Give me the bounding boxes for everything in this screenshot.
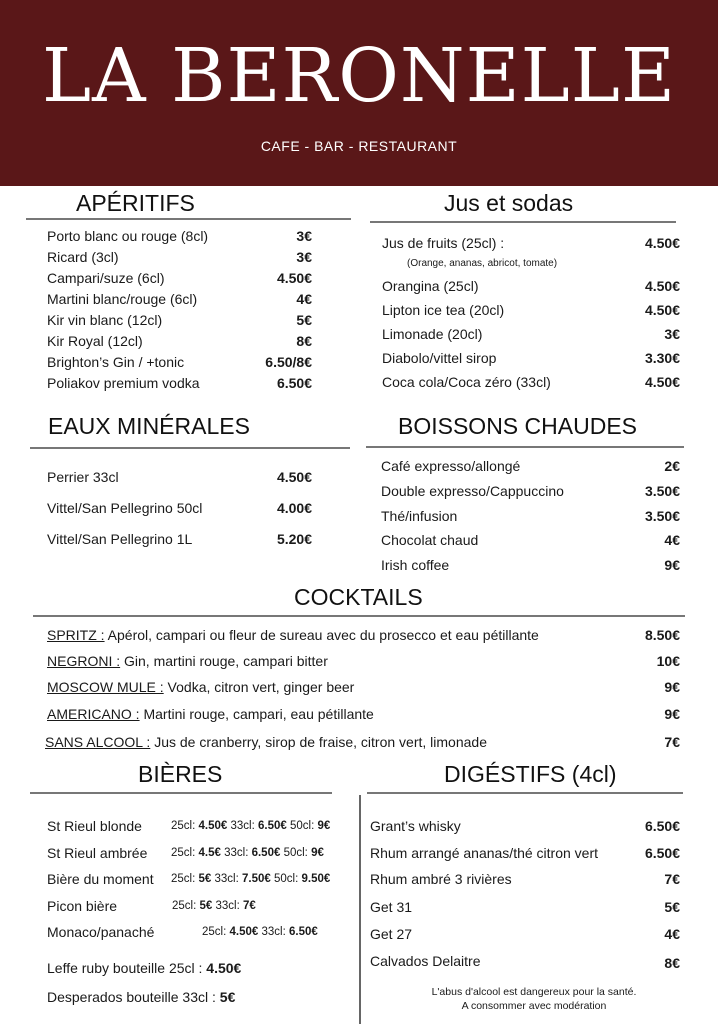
- chaude-item-price: 3.50€: [644, 508, 680, 524]
- aperitif-item-name: Kir Royal (12cl): [47, 333, 143, 349]
- jus-item-name: Coca cola/Coca zéro (33cl): [382, 374, 551, 390]
- aperitif-item-price: 3€: [296, 228, 312, 244]
- chaude-item-price: 4€: [664, 532, 680, 548]
- biere-sizes: 25cl: 5€ 33cl: 7€: [172, 900, 256, 912]
- aperitif-item-price: 6.50/8€: [265, 354, 312, 370]
- biere-item-name: St Rieul ambrée: [47, 845, 148, 861]
- biere-item-name: St Rieul blonde: [47, 818, 142, 834]
- aperitifs-divider: [26, 218, 351, 220]
- biere-item-name: Monaco/panaché: [47, 924, 155, 940]
- jus-item-name: Orangina (25cl): [382, 278, 479, 294]
- bieres-divider: [30, 792, 332, 794]
- chaudes-divider: [366, 446, 684, 448]
- cocktail-price: 10€: [656, 653, 680, 669]
- aperitif-item-price: 6.50€: [276, 375, 312, 391]
- column-divider: [359, 795, 361, 1024]
- digestifs-divider: [367, 792, 683, 794]
- chaude-item-price: 9€: [664, 557, 680, 573]
- biere-sizes: 25cl: 4.50€ 33cl: 6.50€: [202, 926, 318, 938]
- cocktail-line: [47, 627, 539, 643]
- chaude-item-name: Thé/infusion: [381, 508, 458, 524]
- aperitif-item-price: 5€: [296, 312, 312, 328]
- digestif-item-price: 6.50€: [644, 845, 680, 861]
- bottle-line: [47, 960, 241, 976]
- chaudes-title: BOISSONS CHAUDES: [398, 413, 637, 439]
- aperitif-item-name: Brighton’s Gin / +tonic: [47, 354, 185, 370]
- restaurant-name: LA BERONELLE: [42, 33, 676, 119]
- cocktail-price: 8.50€: [644, 627, 680, 643]
- cocktail-name: MOSCOW MULE :: [47, 679, 164, 695]
- cocktails-divider: [33, 615, 685, 617]
- jus-item-price: 3.30€: [644, 350, 680, 366]
- cocktail-line: [47, 653, 328, 669]
- header-banner: [0, 0, 718, 186]
- eaux-divider: [30, 447, 350, 449]
- cocktail-name: NEGRONI :: [47, 653, 121, 669]
- aperitif-item-name: Campari/suze (6cl): [47, 270, 165, 286]
- jus-item-price: 4.50€: [644, 235, 680, 251]
- biere-sizes: 25cl: 4.5€ 33cl: 6.50€ 50cl: 9€: [171, 847, 324, 859]
- aperitif-item-price: 4€: [296, 291, 312, 307]
- aperitif-item-name: Poliakov premium vodka: [47, 375, 200, 391]
- warning-line: A consommer avec modération: [461, 1000, 607, 1012]
- tagline: CAFE - BAR - RESTAURANT: [260, 138, 458, 154]
- digestif-item-name: Rhum ambré 3 rivières: [370, 871, 512, 887]
- aperitif-item-name: Kir vin blanc (12cl): [47, 312, 163, 328]
- eau-item-price: 4.00€: [276, 500, 312, 516]
- aperitif-item-price: 8€: [296, 333, 312, 349]
- jus-title: Jus et sodas: [444, 190, 574, 216]
- eau-item-price: 5.20€: [276, 531, 312, 547]
- aperitif-item-price: 3€: [296, 249, 312, 265]
- eau-item-name: Vittel/San Pellegrino 1L: [47, 531, 193, 547]
- aperitifs-title: APÉRITIFS: [76, 190, 195, 216]
- digestif-item-price: 5€: [664, 899, 680, 915]
- alcohol-warning: [370, 985, 698, 1013]
- chaude-item-price: 3.50€: [644, 483, 680, 499]
- bottle-line: [47, 989, 235, 1005]
- digestifs-title: DIGÉSTIFS (4cl): [444, 761, 617, 787]
- jus-item-price: 3€: [664, 326, 680, 342]
- digestif-item-price: 4€: [664, 926, 680, 942]
- biere-item-name: Picon bière: [47, 898, 118, 914]
- digestif-item-name: Grant’s whisky: [370, 818, 461, 834]
- eau-item-name: Perrier 33cl: [47, 469, 119, 485]
- chaude-item-name: Double expresso/Cappuccino: [381, 483, 564, 499]
- jus-item-price: 4.50€: [644, 278, 680, 294]
- digestif-item-price: 6.50€: [644, 818, 680, 834]
- biere-sizes: 25cl: 4.50€ 33cl: 6.50€ 50cl: 9€: [171, 820, 331, 832]
- chaude-item-price: 2€: [664, 458, 680, 474]
- cocktail-desc: Martini rouge, campari, eau pétillante: [139, 706, 374, 722]
- cocktail-price: 9€: [664, 679, 680, 695]
- bottle-price: 5€: [219, 989, 236, 1005]
- digestif-item-name: Get 31: [370, 899, 413, 915]
- jus-divider: [370, 221, 676, 223]
- digestif-item-price: 8€: [664, 955, 680, 971]
- chaude-item-name: Irish coffee: [381, 557, 450, 573]
- cocktail-name: SANS ALCOOL :: [45, 734, 151, 750]
- chaude-item-name: Café expresso/allongé: [381, 458, 521, 474]
- digestif-item-name: Calvados Delaitre: [370, 953, 481, 969]
- biere-sizes: 25cl: 5€ 33cl: 7.50€ 50cl: 9.50€: [171, 873, 331, 885]
- cocktail-name: SPRITZ :: [47, 627, 105, 643]
- bottle-name: Leffe ruby bouteille 25cl :: [47, 960, 207, 976]
- warning-line: L'abus d'alcool est dangereux pour la santé.: [431, 986, 637, 998]
- aperitif-item-name: Martini blanc/rouge (6cl): [47, 291, 198, 307]
- aperitif-item-name: Porto blanc ou rouge (8cl): [47, 228, 209, 244]
- jus-flavours-note: (Orange, ananas, abricot, tomate): [407, 258, 558, 269]
- jus-item-price: 4.50€: [644, 374, 680, 390]
- eau-item-price: 4.50€: [276, 469, 312, 485]
- cocktail-price: 7€: [664, 734, 680, 750]
- cocktail-line: [47, 706, 374, 722]
- jus-item-price: 4.50€: [644, 302, 680, 318]
- cocktail-desc: Jus de cranberry, sirop de fraise, citron vert, limonade: [150, 734, 487, 750]
- bottle-name: Desperados bouteille 33cl :: [47, 989, 220, 1005]
- biere-item-name: Bière du moment: [47, 871, 154, 887]
- cocktail-line: [47, 679, 354, 695]
- cocktail-desc: Apérol, campari ou fleur de sureau avec du prosecco et eau pétillante: [104, 627, 539, 643]
- bieres-title: BIÈRES: [138, 761, 223, 787]
- chaude-item-name: Chocolat chaud: [381, 532, 479, 548]
- jus-item-name: Limonade (20cl): [382, 326, 483, 342]
- digestif-item-name: Rhum arrangé ananas/thé citron vert: [370, 845, 599, 861]
- jus-item-name: Jus de fruits (25cl) :: [382, 235, 505, 251]
- cocktail-name: AMERICANO :: [47, 706, 140, 722]
- digestif-item-price: 7€: [664, 871, 680, 887]
- cocktails-title: COCKTAILS: [294, 584, 423, 610]
- aperitif-item-name: Ricard (3cl): [47, 249, 119, 265]
- eaux-title: EAUX MINÉRALES: [48, 413, 250, 439]
- cocktail-line: [45, 734, 487, 750]
- cocktail-price: 9€: [664, 706, 680, 722]
- digestif-item-name: Get 27: [370, 926, 413, 942]
- jus-item-name: Diabolo/vittel sirop: [382, 350, 497, 366]
- aperitif-item-price: 4.50€: [276, 270, 312, 286]
- cocktail-desc: Vodka, citron vert, ginger beer: [163, 679, 355, 695]
- bottle-price: 4.50€: [206, 960, 242, 976]
- jus-item-name: Lipton ice tea (20cl): [382, 302, 505, 318]
- eau-item-name: Vittel/San Pellegrino 50cl: [47, 500, 203, 516]
- cocktail-desc: Gin, martini rouge, campari bitter: [120, 653, 328, 669]
